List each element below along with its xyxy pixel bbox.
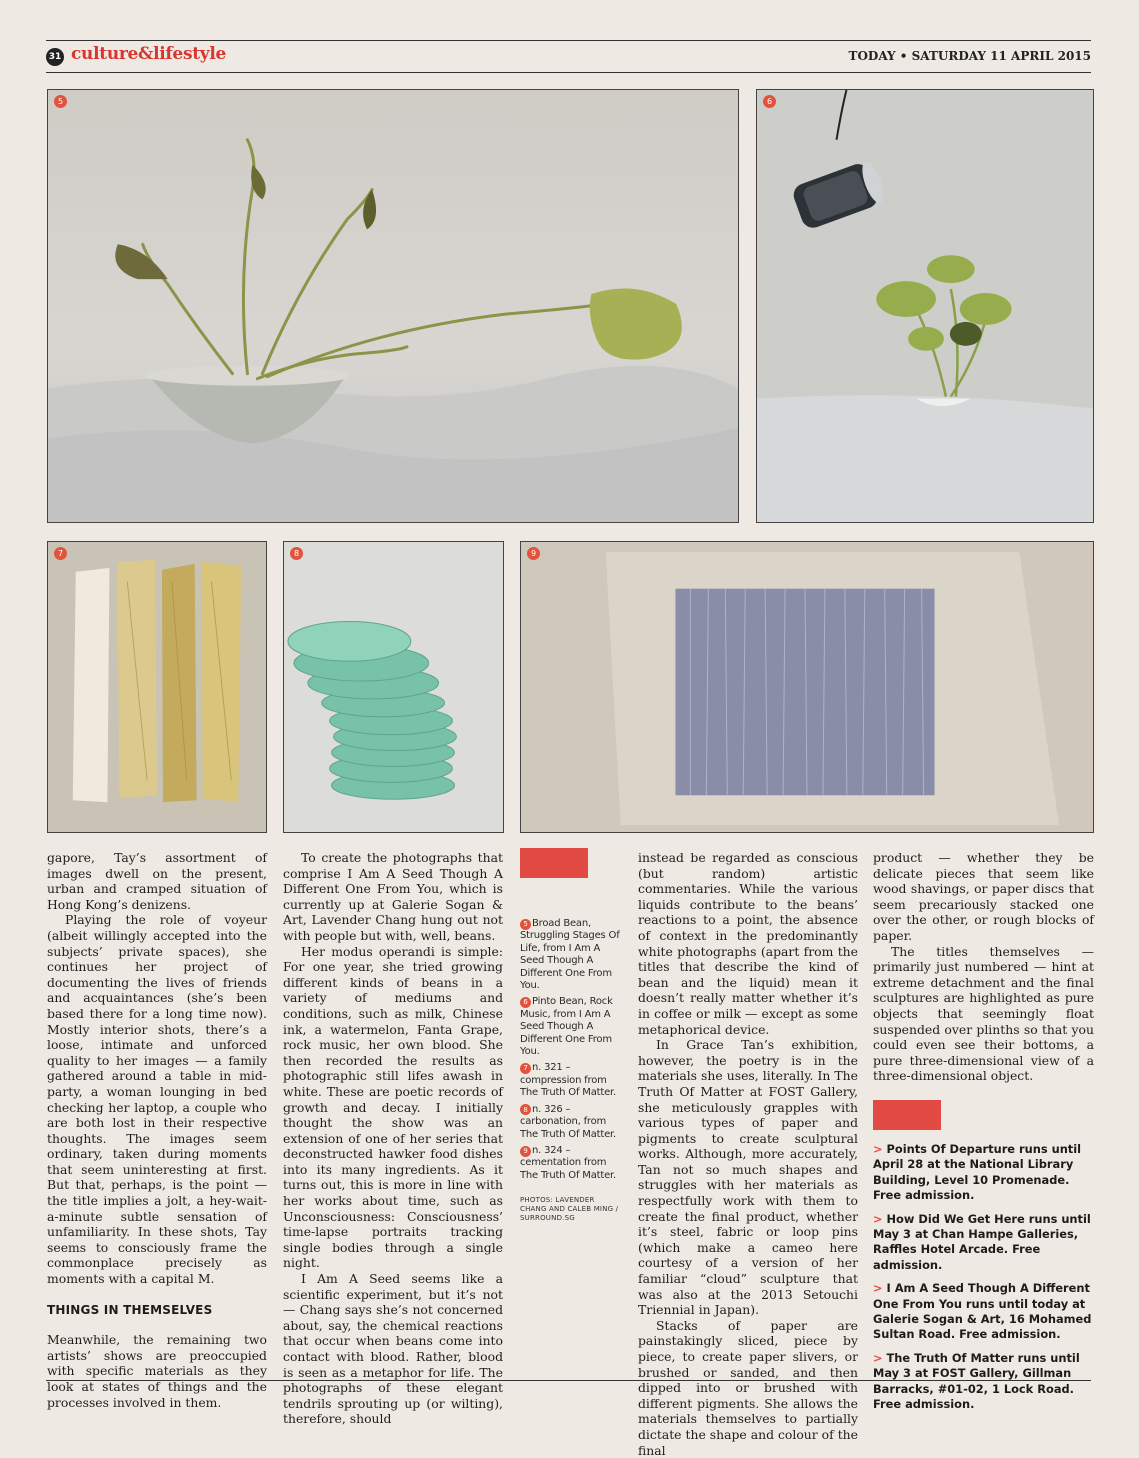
listing-item xyxy=(873,1212,1094,1274)
listing-text: Points Of Departure runs until April 28 at the National Library Building, Level 10 Promenade. Free admission. xyxy=(873,1141,1082,1203)
caption-7 xyxy=(520,1062,622,1099)
article-paragraph: The titles themselves — primarily just numbered — hint at extreme detachment and the final sculptures are highlighted as pure objects that seemingly float suspended over plinths so that you could even see their bottoms, a pure three-dimensional view of a three-dimensional object. xyxy=(873,943,1094,1084)
listing-text: I Am A Seed Though A Different One From You runs until today at Galerie Sogan & Art, 16 Mohamed Sultan Road. Free admission. xyxy=(873,1281,1092,1342)
caption-5 xyxy=(520,918,622,992)
listing-item xyxy=(873,1142,1094,1204)
page-number: 31 xyxy=(46,48,64,66)
caption-text: Broad Bean, Struggling Stages Of Life, from I Am A Seed Though A Different One From You. xyxy=(520,918,620,992)
dateline: TODAY • SATURDAY 11 APRIL 2015 xyxy=(848,49,1091,63)
caption-number: 5 xyxy=(520,919,531,930)
page-header xyxy=(46,44,1091,72)
caption-number: 8 xyxy=(520,1104,531,1115)
carbonation-image xyxy=(284,542,503,832)
article-paragraph: Her modus operandi is simple: For one year, she tried growing different kinds of beans in a variety of mediums and conditions, such as milk, Chinese ink, a watermelon, Fanta Grape, rock music, her own blood. She then recorded the results as photographic still lifes awash in white. These are poetic records of growth and decay. I initially thought the show was an extension of one of her series that deconstructed hawker food dishes into its many ingredients. As it turns out, this is more in line with her works about time, such as Unconsciousness: Consciousness’ time-lapse portraits tracking single bodies through a single night. xyxy=(283,943,503,1271)
pinto-bean-image xyxy=(757,90,1093,522)
article-paragraph: To create the photographs that comprise I Am A Seed Though A Different One From You, which is currently up at Galerie Sogan & Art, Lavender Chang hung out not with people but with, well, beans. xyxy=(283,850,503,943)
broad-bean-image xyxy=(48,90,738,522)
compression-image xyxy=(48,542,266,832)
caption-number: 9 xyxy=(520,1146,531,1157)
caption-8 xyxy=(520,1104,622,1141)
arrow-icon: > xyxy=(873,1350,883,1365)
article-column-5 xyxy=(873,850,1094,1412)
header-bottom-rule xyxy=(46,72,1091,73)
photo-number-badge: 7 xyxy=(54,547,67,560)
arrow-icon: > xyxy=(873,1281,883,1296)
article-paragraph: In Grace Tan’s exhibition, however, the poetry is in the materials she uses, literally. In The Truth Of Matter at FOST Gallery, she meticulously grapples with various types of paper and pigments to create sculptural works. Although, more accurately, Tan not so much shapes and struggles with her materials as respectfully work with them to create the final product, whether it’s steel, fabric or loop pins (which make a cameo here courtesy of a version of her familiar “cloud” sculpture that was also at the 2013 Setouchi Triennial in Japan). xyxy=(638,1037,858,1318)
listing-text: The Truth Of Matter runs until May 3 at FOST Gallery, Gillman Barracks, #01-02, 1 Lock Road. Free admission. xyxy=(873,1350,1080,1411)
photo-pinto-bean xyxy=(756,89,1094,523)
subhead: THINGS IN THEMSELVES xyxy=(47,1302,213,1317)
arrow-icon: > xyxy=(873,1141,883,1156)
photo-number-badge: 8 xyxy=(290,547,303,560)
footer-rule xyxy=(46,1380,1091,1381)
caption-red-block xyxy=(520,848,588,878)
caption-text: n. 326 – carbonation, from The Truth Of Matter. xyxy=(520,1103,616,1140)
article-column-4 xyxy=(638,850,858,1458)
article-column-1 xyxy=(47,850,267,1410)
photo-broad-bean xyxy=(47,89,739,523)
listing-text: How Did We Get Here runs until May 3 at Chan Hampe Galleries, Raffles Hotel Arcade. Free admission. xyxy=(873,1211,1091,1272)
caption-text: n. 324 – cementation from The Truth Of Matter. xyxy=(520,1144,616,1181)
photo-credit: PHOTOS: LAVENDER CHANG AND CALEB MING / SURROUND.SG xyxy=(520,1196,619,1223)
listing-item xyxy=(873,1351,1094,1413)
article-paragraph: Meanwhile, the remaining two artists’ shows are preoccupied with specific materials as they look at states of things and the processes involved in them. xyxy=(47,1332,267,1410)
article-paragraph: instead be regarded as conscious (but random) artistic commentaries. While the various liquids contribute to the beans’ reactions to a point, the absence of context in the predominantly white photographs (apart from the titles that describe the kind of bean and the liquid) mean it doesn’t really matter whether it’s in coffee or milk — except as some metaphorical device. xyxy=(638,850,858,1037)
arrow-icon: > xyxy=(873,1211,883,1226)
section-title: culture&lifestyle xyxy=(71,44,227,64)
article-column-2 xyxy=(283,850,503,1427)
photo-number-badge: 6 xyxy=(763,95,776,108)
caption-9 xyxy=(520,1145,622,1182)
listings-red-block xyxy=(873,1100,941,1130)
photo-number-badge: 9 xyxy=(527,547,540,560)
cementation-image xyxy=(521,542,1093,832)
photo-number-badge: 5 xyxy=(54,95,67,108)
caption-6 xyxy=(520,996,622,1058)
caption-number: 7 xyxy=(520,1063,531,1074)
article-paragraph: I Am A Seed seems like a scientific experiment, but it’s not — Chang says she’s not concerned about, say, the chemical reactions that occur when beans come into contact with blood. Rather, blood is seen as a metaphor for life. The photographs of these elegant tendrils sprouting up (or wilting), therefore, should xyxy=(283,1271,503,1427)
caption-text: n. 321 – compression from The Truth Of Matter. xyxy=(520,1062,616,1099)
caption-number: 6 xyxy=(520,997,531,1008)
photo-captions xyxy=(520,848,622,1223)
listing-item xyxy=(873,1281,1094,1343)
article-paragraph: gapore, Tay’s assortment of images dwell on the present, urban and cramped situation of Hong Kong’s denizens. xyxy=(47,850,267,912)
article-paragraph: Stacks of paper are painstakingly sliced, piece by piece, to create paper slivers, or brushed or sanded, and then dipped into or brushed with different pigments. She allows the materials themselves to partially dictate the shape and colour of the final xyxy=(638,1317,858,1458)
photo-cementation-sculpture xyxy=(520,541,1094,833)
article-paragraph: Playing the role of voyeur (albeit willingly accepted into the subjects’ private spaces), she continues her project of documenting the lives of friends and acquaintances (she’s been based there for a long time now). Mostly interior shots, there’s a loose, intimate and unforced quality to her images — a family gathered around a table in mid-party, a woman lounging in bed checking her laptop, a couple who are both lost in their respective thoughts. The images seem ordinary, taken during moments that seem uninteresting at first. But that, perhaps, is the point — the title implies a jolt, a hey-wait-a-minute subtle sensation of unfamiliarity. In these shots, Tay seems to consciously frame the commonplace precisely as moments with a capital M. xyxy=(47,912,267,1287)
photo-compression-sculpture xyxy=(47,541,267,833)
article-paragraph: product — whether they be delicate pieces that seem like wood shavings, or paper discs that seem precariously stacked one over the other, or rough blocks of paper. xyxy=(873,850,1094,943)
caption-text: Pinto Bean, Rock Music, from I Am A Seed Though A Different One From You. xyxy=(520,996,613,1058)
header-top-rule xyxy=(46,40,1091,41)
photo-carbonation-sculpture xyxy=(283,541,504,833)
